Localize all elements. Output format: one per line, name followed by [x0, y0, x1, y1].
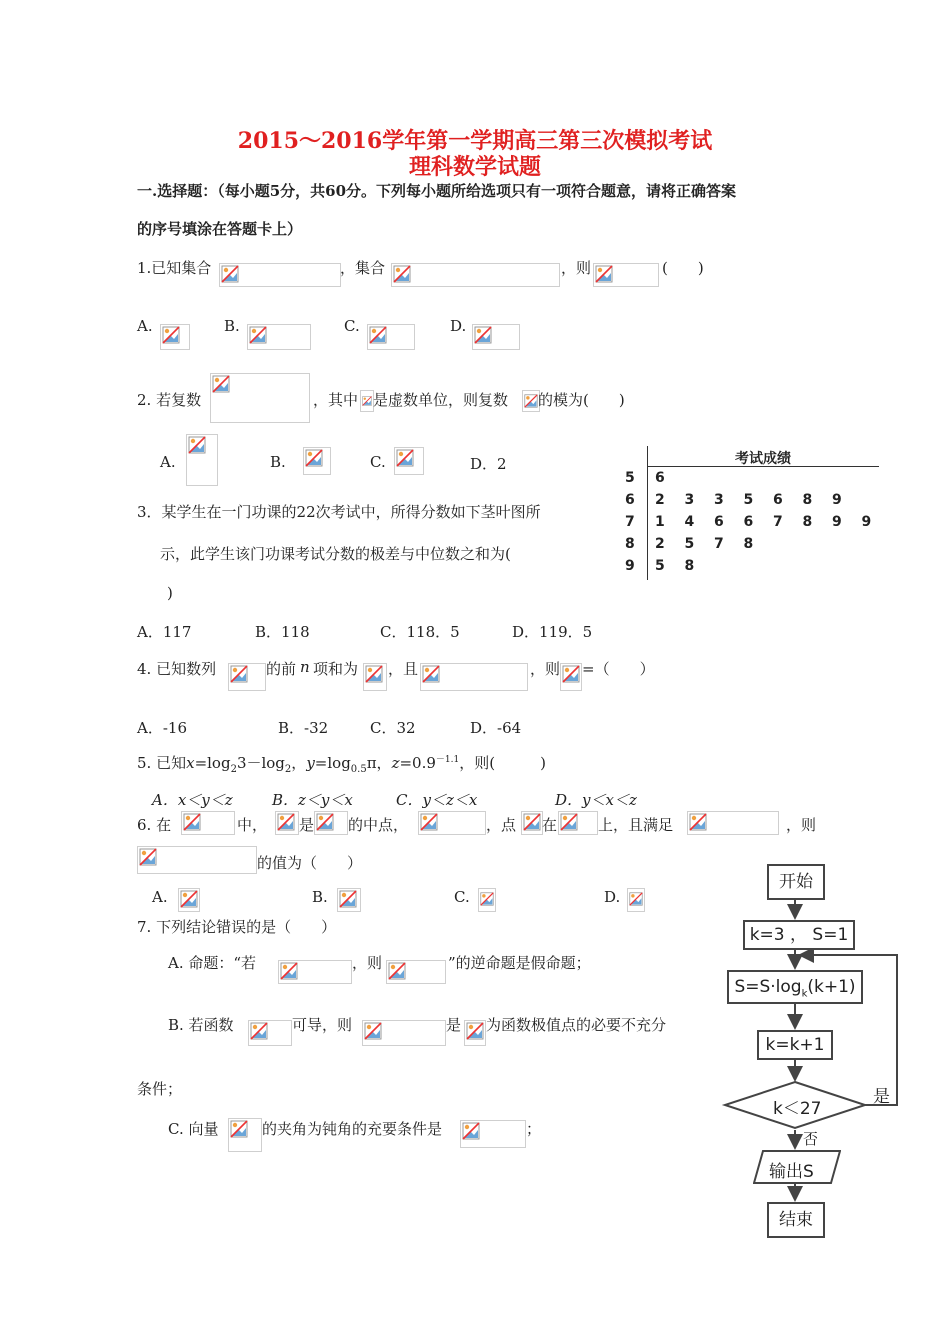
formula-image: [394, 447, 424, 475]
page-subtitle: 理科数学试题: [408, 154, 541, 180]
broken-image-icon: [420, 813, 438, 831]
q1-option-b: B.: [224, 317, 240, 335]
formula-image: [560, 663, 582, 691]
leaf-value: 6: [743, 514, 754, 530]
q5-text: =log: [194, 754, 231, 772]
leaf-value: 3: [714, 492, 724, 508]
flow-init: k=3 ， S=1: [743, 920, 855, 950]
q5-var-z: z: [391, 754, 400, 772]
q2-text: ，其中: [313, 391, 359, 409]
leaf-value: 9: [832, 514, 842, 530]
q7-text: 可导，则: [292, 1016, 353, 1034]
q3-option-b: B．118: [255, 623, 310, 641]
broken-image-icon: [230, 665, 248, 683]
q5-text: 5. 已知: [137, 754, 187, 772]
q6-text: 中，: [237, 816, 268, 834]
broken-image-icon: [250, 1022, 268, 1040]
formula-image: [278, 960, 352, 984]
q3-option-d: D．119．5: [512, 623, 593, 641]
formula-image: [303, 447, 331, 475]
formula-image: [337, 888, 361, 912]
q4-text: 的前: [266, 660, 297, 678]
formula-image: [420, 663, 528, 691]
leaf-value: 5: [655, 558, 665, 574]
broken-image-icon: [221, 265, 239, 283]
broken-image-icon: [595, 265, 613, 283]
leaf-value: 8: [802, 514, 813, 530]
leaf-value: 7: [773, 514, 783, 530]
broken-image-icon: [280, 962, 298, 980]
q6-option-c: C.: [454, 888, 470, 906]
q6-text: 是: [299, 816, 315, 834]
q5-var-y: y: [306, 754, 315, 772]
broken-image-icon: [249, 326, 267, 344]
flowchart: [715, 860, 915, 1250]
q7-text-cont: 条件；: [137, 1080, 183, 1098]
q6-text: 在: [542, 816, 558, 834]
formula-image: [247, 324, 311, 350]
flow-update-text2: (k+1): [807, 977, 856, 997]
formula-image: [464, 1020, 486, 1046]
broken-image-icon: [422, 665, 440, 683]
formula-image: [521, 811, 543, 835]
q3-option-a: A．117: [137, 623, 192, 641]
leaf-value: 8: [743, 536, 754, 552]
broken-image-icon: [339, 890, 357, 908]
q1-text: ，则: [561, 259, 592, 277]
formula-image: [228, 1118, 262, 1152]
broken-image-icon: [180, 890, 198, 908]
formula-image: [367, 324, 415, 350]
q2-stem: 2. 若复数: [137, 391, 202, 409]
page-title: 2015～2016学年第一学期高三第三次模拟考试: [237, 128, 713, 154]
stem-value: 6: [625, 492, 635, 508]
q5-text: π，: [366, 754, 392, 772]
flow-update: [727, 970, 863, 1004]
q6-option-d: D.: [604, 888, 621, 906]
flow-end: 结束: [767, 1202, 825, 1238]
formula-image: [362, 1020, 446, 1046]
broken-image-icon: [524, 392, 538, 410]
broken-image-icon: [396, 449, 414, 467]
leaf-value: 6: [773, 492, 783, 508]
formula-image: [219, 263, 341, 287]
q7-text: 为函数极值点的必要不充分: [486, 1016, 667, 1034]
broken-image-icon: [369, 326, 387, 344]
formula-image: [137, 846, 257, 874]
q5-text: =0.9: [399, 754, 436, 772]
leaf-value: 8: [802, 492, 813, 508]
broken-image-icon: [466, 1022, 484, 1040]
q3-stem-cont: 示，此学生该门功课考试分数的极差与中位数之和为(: [160, 545, 511, 563]
leaf-value: 5: [743, 492, 754, 508]
q4-text: ，且: [388, 660, 419, 678]
leaf-value: 9: [832, 492, 842, 508]
q7-option-b: B. 若函数: [168, 1016, 234, 1034]
formula-image: [160, 324, 190, 350]
formula-image: [314, 811, 348, 835]
broken-image-icon: [139, 848, 157, 866]
q7-text: ”的逆命题是假命题；: [448, 954, 591, 972]
stem-value: 5: [625, 470, 635, 486]
q7-stem: 7. 下列结论错误的是（ ）: [137, 918, 337, 936]
broken-image-icon: [316, 813, 334, 831]
stem-leaf-plot: [610, 440, 885, 585]
q5-text: =log: [314, 754, 351, 772]
q5-sub: 0.5: [350, 764, 367, 775]
formula-image: [687, 811, 779, 835]
broken-image-icon: [277, 813, 295, 831]
q4-option-a: A．-16: [137, 719, 187, 737]
formula-image: [391, 263, 560, 287]
broken-image-icon: [364, 1022, 382, 1040]
q7-text: ；: [526, 1120, 542, 1138]
broken-image-icon: [462, 1122, 480, 1140]
q7-text: 的夹角为钝角的充要条件是: [262, 1120, 443, 1138]
stem-value: 9: [625, 558, 635, 574]
q2-option-b: B.: [270, 453, 286, 471]
broken-image-icon: [629, 890, 643, 908]
stem-value: 7: [625, 514, 635, 530]
q4-option-b: B．-32: [278, 719, 329, 737]
q7-text: ，则: [352, 954, 383, 972]
leaf-value: 1: [655, 514, 665, 530]
q4-text: 项和为: [313, 660, 359, 678]
q1-text: ，集合: [340, 259, 386, 277]
formula-image: [248, 1020, 292, 1046]
q2-option-c: C.: [370, 453, 386, 471]
formula-image: [228, 663, 266, 691]
formula-image: [210, 373, 310, 423]
formula-image: [558, 811, 598, 835]
formula-image: [178, 888, 200, 912]
q4-var-n: n: [300, 658, 310, 676]
broken-image-icon: [560, 813, 578, 831]
broken-image-icon: [305, 449, 323, 467]
q7-option-c: C. 向量: [168, 1120, 219, 1138]
leaf-value: 8: [684, 558, 695, 574]
flow-increment: k=k+1: [757, 1030, 833, 1060]
section-heading-cont: 的序号填涂在答题卡上）: [137, 220, 303, 238]
formula-image: [186, 434, 218, 486]
formula-image: [478, 888, 496, 912]
formula-image: [360, 390, 374, 412]
formula-image: [472, 324, 520, 350]
q5-option-a: A．x＜y＜z: [152, 791, 233, 809]
q2-text: 是虚数单位，则复数: [373, 391, 509, 409]
q6-text: ，点: [486, 816, 517, 834]
q4-text: ，则: [530, 660, 561, 678]
formula-image: [593, 263, 659, 287]
q5-sup: －1.1: [435, 755, 460, 765]
broken-image-icon: [393, 265, 411, 283]
q5-text: ，: [291, 754, 307, 772]
stem-leaf-title: 考试成绩: [735, 451, 791, 467]
broken-image-icon: [188, 436, 206, 454]
leaf-value: 9: [861, 514, 872, 530]
q5-option-b: B．z＜y＜x: [272, 791, 353, 809]
q5-option-d: D．y＜x＜z: [555, 791, 637, 809]
leaf-value: 4: [684, 514, 695, 530]
broken-image-icon: [362, 392, 372, 410]
broken-image-icon: [562, 665, 580, 683]
q6-stem: 6. 在: [137, 816, 172, 834]
formula-image: [363, 663, 387, 691]
flow-start: 开始: [767, 864, 825, 900]
q5-sub: 2: [230, 764, 237, 775]
q1-option-c: C.: [344, 317, 360, 335]
q2-option-a: A.: [160, 453, 176, 471]
flow-yes-label: 是: [873, 1087, 890, 1107]
broken-image-icon: [523, 813, 541, 831]
formula-image: [275, 811, 299, 835]
q5-option-c: C．y＜z＜x: [396, 791, 478, 809]
q5-text: ，则( ): [459, 754, 546, 772]
q2-option-d: D．2: [470, 455, 507, 473]
leaf-value: 6: [714, 514, 724, 530]
broken-image-icon: [183, 813, 201, 831]
broken-image-icon: [474, 326, 492, 344]
flow-output: [753, 1150, 841, 1184]
leaf-value: 7: [714, 536, 724, 552]
q3-stem: 3．某学生在一门功课的22次考试中，所得分数如下茎叶图所: [137, 503, 541, 521]
formula-image: [418, 811, 486, 835]
broken-image-icon: [230, 1120, 248, 1138]
broken-image-icon: [689, 813, 707, 831]
q6-option-b: B.: [312, 888, 328, 906]
q4-paren: =（ ）: [582, 660, 655, 678]
formula-image: [386, 960, 446, 984]
q2-text: 的模为( ): [538, 391, 625, 409]
formula-image: [460, 1120, 526, 1148]
q1-option-d: D.: [450, 317, 467, 335]
broken-image-icon: [388, 962, 406, 980]
q1-stem: 1.已知集合: [137, 259, 212, 277]
q4-option-d: D．-64: [470, 719, 522, 737]
q7-option-a: A. 命题：“若: [168, 954, 257, 972]
leaf-value: 5: [684, 536, 695, 552]
section-heading: 一.选择题：（每小题5分，共60分。下列每小题所给选项只有一项符合题意，请将正确答案: [137, 182, 737, 200]
flow-update-text: S=S·log: [734, 977, 802, 997]
broken-image-icon: [480, 890, 494, 908]
q6-option-a: A.: [152, 888, 168, 906]
leaf-value: 6: [655, 470, 665, 486]
q5-text: 3－log: [236, 754, 285, 772]
flow-no-label: 否: [803, 1130, 819, 1148]
flow-output-label: 输出S: [769, 1162, 814, 1182]
leaf-value: 2: [655, 536, 665, 552]
q6-paren: 的值为（ ）: [257, 854, 363, 872]
q5-sub: 2: [284, 764, 292, 775]
q5-stem: [137, 752, 546, 775]
broken-image-icon: [212, 375, 230, 393]
q5-var-x: x: [186, 754, 195, 772]
stem-value: 8: [625, 536, 635, 552]
leaf-value: 3: [684, 492, 695, 508]
q3-option-c: C．118．5: [380, 623, 460, 641]
q4-option-c: C．32: [370, 719, 416, 737]
q4-stem: 4. 已知数列: [137, 660, 217, 678]
formula-image: [627, 888, 645, 912]
flow-condition: k＜27: [773, 1099, 822, 1119]
broken-image-icon: [365, 665, 383, 683]
q3-paren: ): [167, 584, 173, 602]
q6-text: 上，且满足: [598, 816, 674, 834]
flow-update-sub: k: [801, 988, 808, 1000]
q7-text: 是: [446, 1016, 462, 1034]
formula-image: [181, 811, 235, 835]
leaf-value: 2: [655, 492, 665, 508]
q1-paren: ( ): [662, 259, 704, 277]
q1-option-a: A.: [137, 317, 153, 335]
q6-text: 的中点，: [348, 816, 409, 834]
broken-image-icon: [162, 326, 180, 344]
q6-text: ，则: [786, 816, 817, 834]
